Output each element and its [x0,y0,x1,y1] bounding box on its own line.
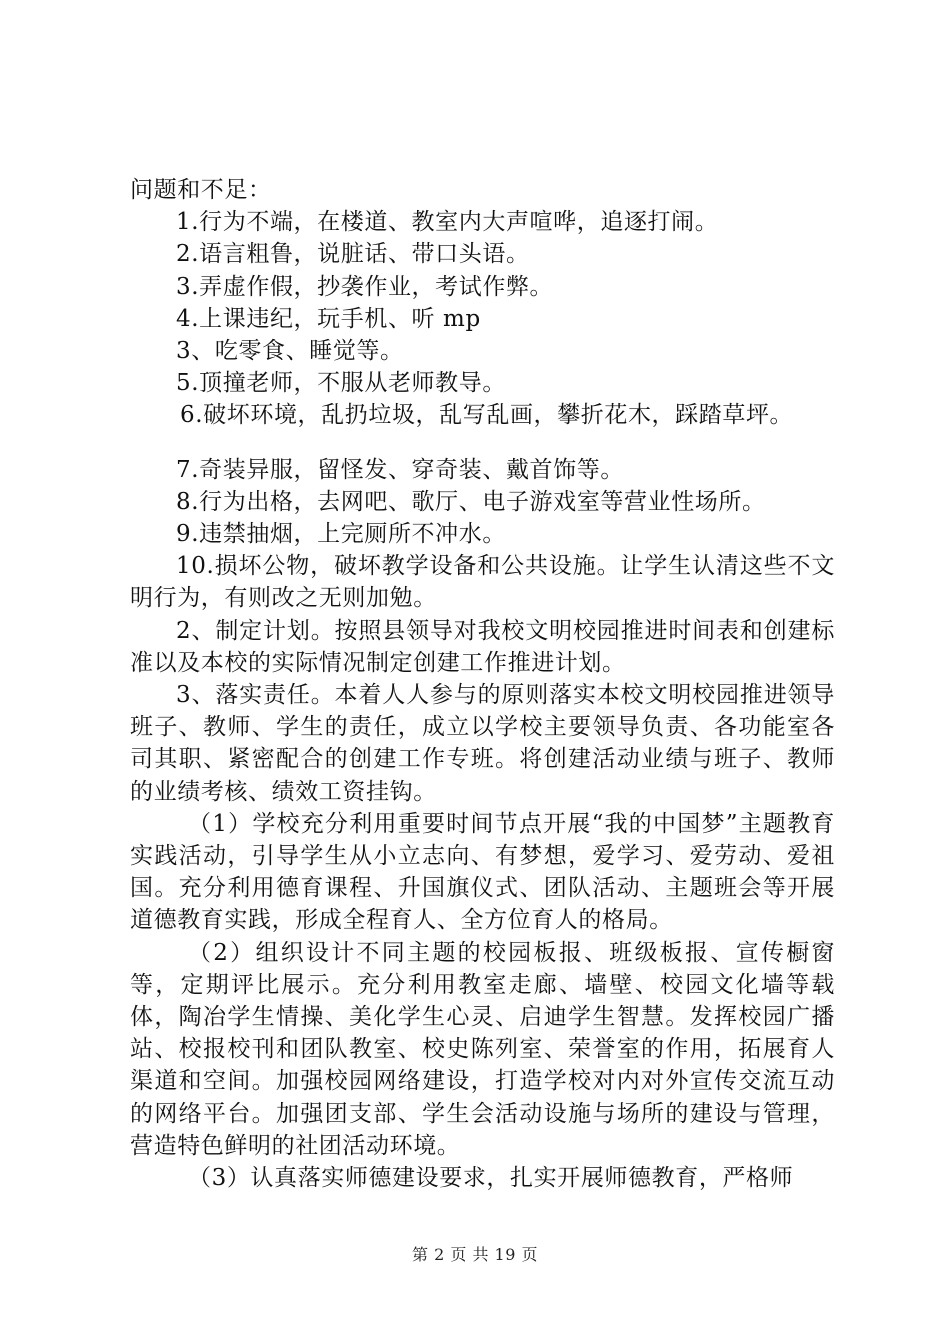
paragraph: （1）学校充分利用重要时间节点开展“我的中国梦”主题教育实践活动，引导学生从小立志向、有梦想，爱学习、爱劳动、爱祖国。充分利用德育课程、升国旗仪式、团队活动、主题班会等开展道德教育实践，形成全程育人、全方位育人的格局。 [130,810,835,934]
document-body [130,174,835,1194]
list-item: 2.语言粗鲁，说脏话、带口头语。 [176,241,530,268]
list-item: 4.上课违纪，玩手机、听 mp [176,305,481,332]
list-item: 7.奇装异服，留怪发、穿奇装、戴首饰等。 [176,456,624,483]
paragraph: 3、落实责任。本着人人参与的原则落实本校文明校园推进领导班子、教师、学生的责任，成立以学校主要领导负责、各功能室各司其职、紧密配合的创建工作专班。将创建活动业绩与班子、教师的业绩考核、绩效工资挂钩。 [130,682,835,805]
list-item: 5.顶撞老师，不服从老师教导。 [176,370,506,397]
paragraph: （2）组织设计不同主题的校园板报、班级板报、宣传橱窗等，定期评比展示。充分利用教室走廊、墙壁、校园文化墙等载体，陶冶学生情操、美化学生心灵、启迪学生智慧。发挥校园广播站、校报校刊和团队教室、校史陈列室、荣誉室的作用，拓展育人渠道和空间。加强校园网络建设，打造学校对内对外宣传交流互动的网络平台。加强团支部、学生会活动设施与场所的建设与管理，营造特色鲜明的社团活动环境。 [130,939,835,1159]
paragraph: （3）认真落实师德建设要求，扎实开展师德教育，严格师 [188,1165,794,1192]
paragraph: 2、制定计划。按照县领导对我校文明校园推进时间表和创建标准以及本校的实际情况制定创建工作推进计划。 [130,617,835,676]
list-item: 1.行为不端，在楼道、教室内大声喧哗，追逐打闹。 [176,209,719,236]
list-item: 3.弄虚作假，抄袭作业，考试作弊。 [176,273,554,300]
list-item: 6.破坏环境，乱扔垃圾，乱写乱画，攀折花木，踩踏草坪。 [180,402,794,429]
list-item: 8.行为出格，去网吧、歌厅、电子游戏室等营业性场所。 [176,488,766,515]
list-item: 3、吃零食、睡觉等。 [176,338,404,365]
page-number: 第 2 页 共 19 页 [412,1245,538,1264]
page-footer [0,1242,950,1265]
spacer [130,432,835,454]
section-heading: 问题和不足： [130,177,272,203]
list-item: 9.违禁抽烟，上完厕所不冲水。 [176,521,506,548]
paragraph: 10.损坏公物，破坏教学设备和公共设施。让学生认清这些不文明行为，有则改之无则加勉。 [130,553,835,612]
